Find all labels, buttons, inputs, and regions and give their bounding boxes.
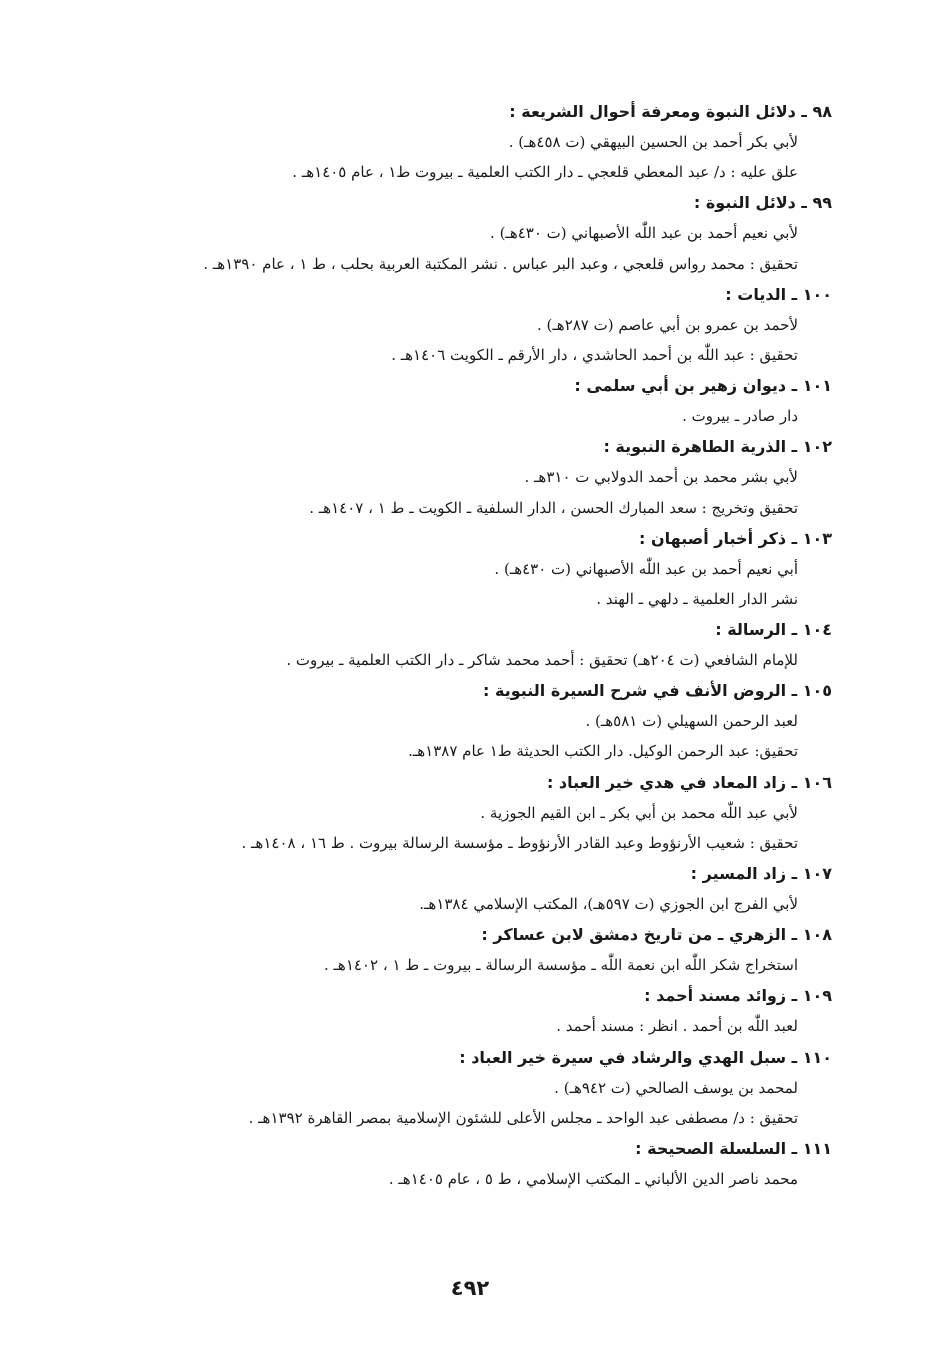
entry-104 [60, 614, 832, 675]
entry-109 [60, 980, 832, 1041]
entry-line: دار صادر ـ بيروت . [682, 407, 798, 426]
entry-heading: ١٠٩ ـ زوائد مسند أحمد : [644, 986, 832, 1006]
entry-line: لمحمد بن يوسف الصالحي (ت ٩٤٢هـ) . [554, 1078, 798, 1097]
entry-line: تحقيق : شعيب الأرنؤوط وعبد القادر الأرنؤوط ـ مؤسسة الرسالة بيروت . ط ١٦ ، ١٤٠٨هـ . [241, 833, 798, 852]
entry-heading: ١٠٠ ـ الديات : [725, 284, 832, 304]
entry-line: تحقيق : د/ مصطفى عبد الواحد ـ مجلس الأعلى للشئون الإسلامية بمصر القاهرة ١٣٩٢هـ . [248, 1108, 798, 1127]
page-number: ٤٩٢ [450, 1276, 490, 1300]
entry-heading: ٩٩ ـ دلائل النبوة : [693, 193, 832, 213]
entry-heading: ٩٨ ـ دلائل النبوة ومعرفة أحوال الشريعة : [509, 102, 832, 121]
entry-line: للإمام الشافعي (ت ٢٠٤هـ) تحقيق : أحمد محمد شاكر ـ دار الكتب العلمية ـ بيروت . [286, 651, 798, 670]
entry-line: نشر الدار العلمية ـ دلهي ـ الهند . [596, 589, 798, 608]
entry-105 [60, 675, 832, 766]
entry-heading: ١٠٤ ـ الرسالة : [715, 620, 832, 640]
entry-108 [60, 919, 832, 980]
entry-line: تحقيق : عبد اللّٰه بن أحمد الحاشدي ، دار الأرقم ـ الكويت ١٤٠٦هـ . [391, 345, 798, 364]
entry-100 [60, 279, 832, 370]
entry-110 [60, 1042, 832, 1133]
entry-line: لأبي بشر محمد بن أحمد الدولابي ت ٣١٠هـ . [524, 468, 798, 487]
entry-line: لأبي عبد اللّٰه محمد بن أبي بكر ـ ابن القيم الجوزية . [480, 803, 798, 822]
entry-107 [60, 858, 832, 919]
entry-heading: ١٠١ ـ ديوان زهير بن أبي سلمى : [574, 376, 832, 396]
entry-line: لعبد اللّٰه بن أحمد . انظر : مسند أحمد . [556, 1017, 798, 1036]
entry-line: استخراج شكر اللّٰه ابن نعمة اللّٰه ـ مؤسسة الرسالة ـ بيروت ـ ط ١ ، ١٤٠٢هـ . [323, 956, 798, 975]
entry-heading: ١٠٥ ـ الروض الأنف في شرح السيرة النبوية : [483, 681, 832, 701]
entry-101 [60, 370, 832, 431]
entry-heading: ١٠٨ ـ الزهري ـ من تاريخ دمشق لابن عساكر : [481, 925, 832, 945]
entry-line: لأبي نعيم أحمد بن عبد اللّٰه الأصبهاني (ت ٤٣٠هـ) . [490, 224, 798, 243]
entry-heading: ١١٠ ـ سبل الهدي والرشاد في سيرة خير العباد : [459, 1047, 832, 1067]
entry-111 [60, 1133, 832, 1194]
entry-98 [60, 96, 832, 187]
entry-line: أبي نعيم أحمد بن عبد اللّٰه الأصبهاني (ت ٤٣٠هـ) . [494, 559, 798, 578]
entry-103 [60, 523, 832, 614]
entry-99 [60, 187, 832, 278]
entry-line: تحقيق وتخريج : سعد المبارك الحسن ، الدار السلفية ـ الكويت ـ ط ١ ، ١٤٠٧هـ . [309, 498, 798, 517]
entry-line: لعبد الرحمن السهيلي (ت ٥٨١هـ) . [585, 712, 798, 731]
entry-line: لأبي الفرج ابن الجوزي (ت ٥٩٧هـ)، المكتب الإسلامي ١٣٨٤هـ. [419, 895, 798, 913]
entry-line: لأبي بكر أحمد بن الحسين البيهقي (ت ٤٥٨هـ) . [508, 133, 798, 151]
entry-heading: ١٠٢ ـ الذرية الطاهرة النبوية : [603, 437, 832, 457]
entry-heading: ١٠٧ ـ زاد المسير : [690, 864, 832, 883]
entry-heading: ١١١ ـ السلسلة الصحيحة : [635, 1138, 832, 1158]
entry-heading: ١٠٦ ـ زاد المعاد في هدي خير العباد : [546, 772, 832, 792]
bibliography-page [60, 96, 832, 1194]
entry-line: لأحمد بن عمرو بن أبي عاصم (ت ٢٨٧هـ) . [536, 315, 798, 334]
entry-line: محمد ناصر الدين الألباني ـ المكتب الإسلامي ، ط ٥ ، عام ١٤٠٥هـ . [388, 1169, 798, 1188]
entry-line: تحقيق: عبد الرحمن الوكيل. دار الكتب الحديثة ط١ عام ١٣٨٧هـ. [408, 742, 798, 761]
entry-102 [60, 431, 832, 522]
entry-heading: ١٠٣ ـ ذكر أخبار أصبهان : [639, 528, 832, 548]
entry-106 [60, 767, 832, 858]
entry-line: تحقيق : محمد رواس قلعجي ، وعبد البر عباس . نشر المكتبة العربية بحلب ، ط ١ ، عام ١٣٩٠هـ . [203, 254, 798, 273]
entry-line: علق عليه : د/ عبد المعطي قلعجي ـ دار الكتب العلمية ـ بيروت ط١ ، عام ١٤٠٥هـ . [292, 163, 798, 182]
